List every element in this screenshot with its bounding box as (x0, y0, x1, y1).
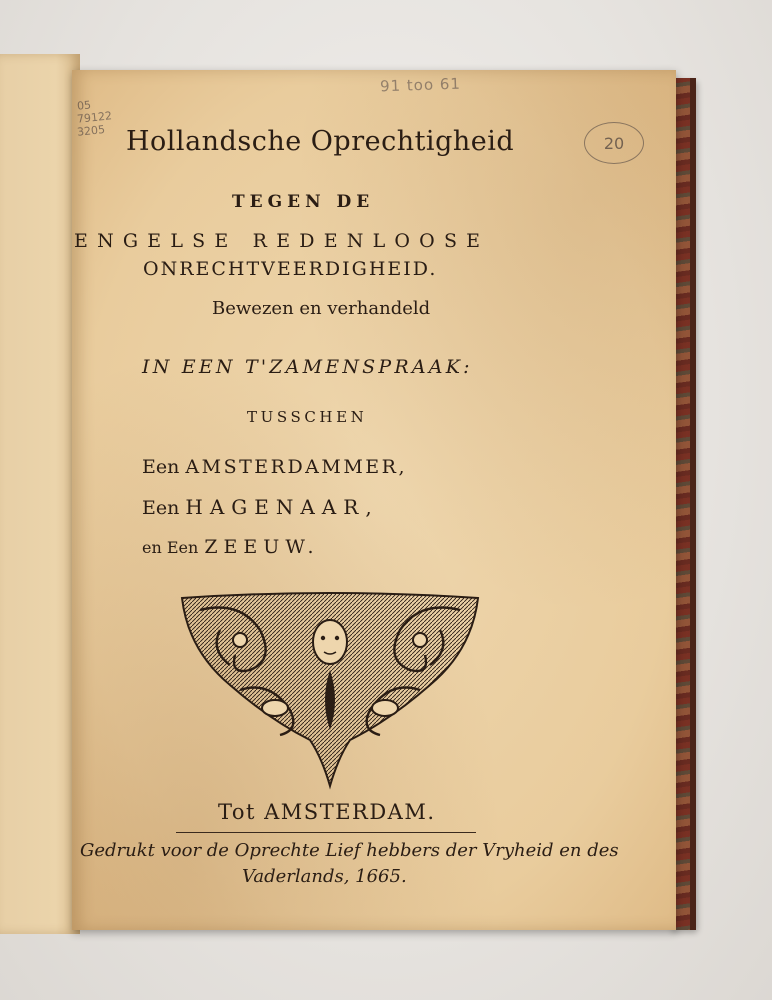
party-line (142, 495, 379, 519)
margin-note-line: 79122 (76, 109, 113, 126)
margin-note-line: 3205 (76, 122, 106, 139)
woodcut-ornament-icon (180, 590, 480, 790)
circled-number: 20 (584, 122, 644, 164)
divider (176, 832, 476, 833)
imprint-place: Tot AMSTERDAM. (218, 800, 436, 824)
subtitle-line: TUSSCHEN (247, 408, 368, 426)
party-prefix: Een (142, 497, 180, 519)
party-prefix: Een (142, 456, 180, 478)
party-line (142, 536, 320, 558)
subtitle-line: ENGELSE REDENLOOSE (74, 230, 490, 252)
party-name: AMSTERDAMMER, (185, 456, 408, 478)
subtitle-line: ONRECHTVEERDIGHEID. (143, 258, 438, 280)
shelfmark-annotation: 91 too 61 (379, 74, 462, 96)
imprint-line: Gedrukt voor de Oprechte Lief hebbers der Vryheid en des (80, 840, 619, 861)
subtitle-line: TEGEN DE (232, 192, 375, 212)
party-name: HAGENAAR, (185, 495, 379, 519)
subtitle-line: Bewezen en verhandeld (212, 298, 431, 319)
party-prefix: en Een (142, 538, 199, 557)
imprint-line: Vaderlands, 1665. (242, 866, 407, 887)
margin-note-line: 05 (76, 98, 92, 113)
title-page (72, 70, 676, 930)
facing-page (0, 54, 80, 934)
subtitle-line: IN EEN T'ZAMENSPRAAK: (142, 356, 473, 378)
margin-annotation (77, 98, 112, 137)
party-line (142, 456, 407, 478)
page-title: Hollandsche Oprechtigheid (126, 126, 515, 157)
party-name: ZEEUW. (204, 536, 320, 558)
